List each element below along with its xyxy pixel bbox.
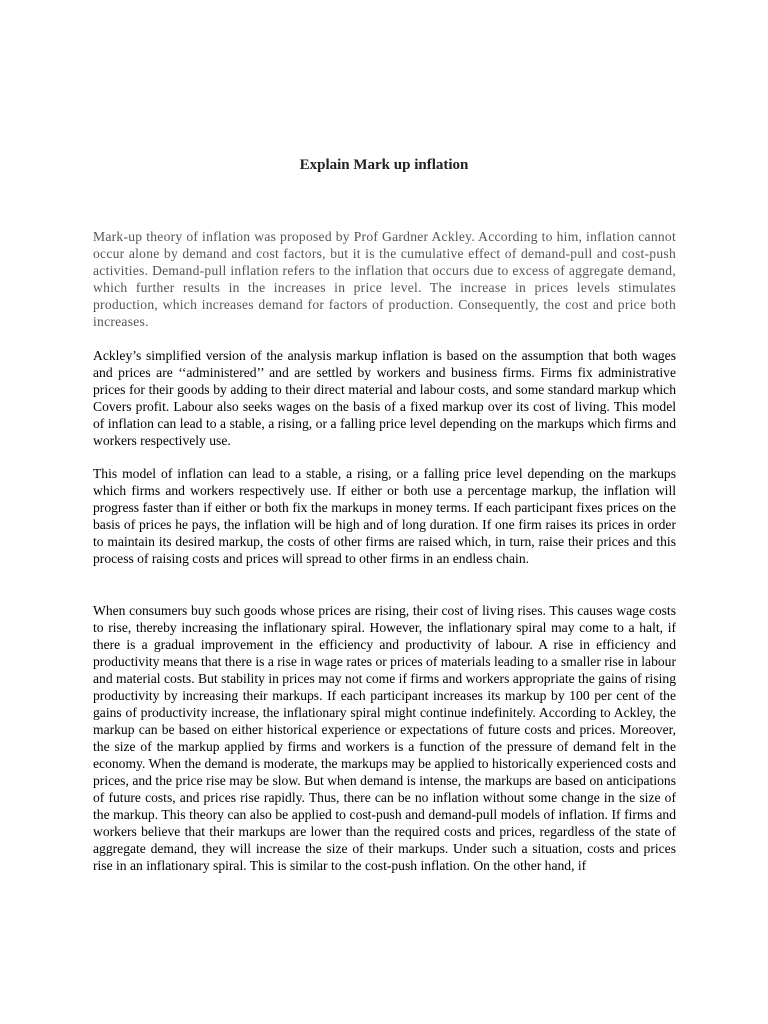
paragraph-ackley-simplified-version: Ackley’s simplified version of the analysis markup inflation is based on the assumption that both wages and prices are ‘‘administered’’ and are settled by workers and business firms. Firms fix administrative prices for their goods by adding to their direct material and labour costs, and some standard markup which Covers profit. Labour also seeks wages on the basis of a fixed markup over its cost of living. This model of inflation can lead to a stable, a rising, or a falling price level depending on the markups which firms and workers respectively use.	[93, 348, 676, 448]
paragraph-markup-theory-intro: Mark-up theory of inflation was proposed by Prof Gardner Ackley. According to him, inflation cannot occur alone by demand and cost factors, but it is the cumulative effect of demand-pull and cost-push activities. Demand-pull inflation refers to the inflation that occurs due to excess of aggregate demand, which further results in the increases in price level. The increase in prices levels stimulates production, which increases demand for factors of production. Consequently, the cost and price both increases.	[93, 229, 676, 329]
paragraph-inflationary-spiral: When consumers buy such goods whose prices are rising, their cost of living rises. This causes wage costs to rise, thereby increasing the inflationary spiral. However, the inflationary spiral may come to a halt, if there is a gradual improvement in the efficiency and productivity of labour. A rise in efficiency and productivity means that there is a rise in wage rates or prices of materials leading to a smaller rise in labour and material costs. But stability in prices may not come if firms and workers appropriate the gains of rising productivity by increasing their markups. If each participant increases its markup by 100 per cent of the gains of productivity increase, the inflationary spiral might continue indefinitely. According to Ackley, the markup can be based on either historical experience or expectations of future costs and prices. Moreover, the size of the markup applied by firms and workers is a function of the pressure of demand felt in the economy. When the demand is moderate, the markups may be applied to historically experienced costs and prices, and the price rise may be slow. But when demand is intense, the markups are based on anticipations of future costs, and prices rise rapidly. Thus, there can be no inflation without some change in the size of the markup. This theory can also be applied to cost-push and demand-pull models of inflation. If firms and workers believe that their markups are lower than the required costs and prices, regardless of the state of aggregate demand, they will increase the size of their markups. Under such a situation, costs and prices rise in an inflationary spiral. This is similar to the cost-push inflation. On the other hand, if	[93, 603, 676, 873]
paragraph-model-price-level: This model of inflation can lead to a stable, a rising, or a falling price level depending on the markups which firms and workers respectively use. If either or both use a percentage markup, the inflation will progress faster than if either or both fix the markups in money terms. If each participant fixes prices on the basis of prices he pays, the inflation will be high and of long duration. If one firm raises its prices in order to maintain its desired markup, the costs of other firms are raised which, in turn, raise their prices and this process of raising costs and prices will spread to other firms in an endless chain.	[93, 466, 676, 566]
page-title: Explain Mark up inflation	[299, 157, 469, 173]
